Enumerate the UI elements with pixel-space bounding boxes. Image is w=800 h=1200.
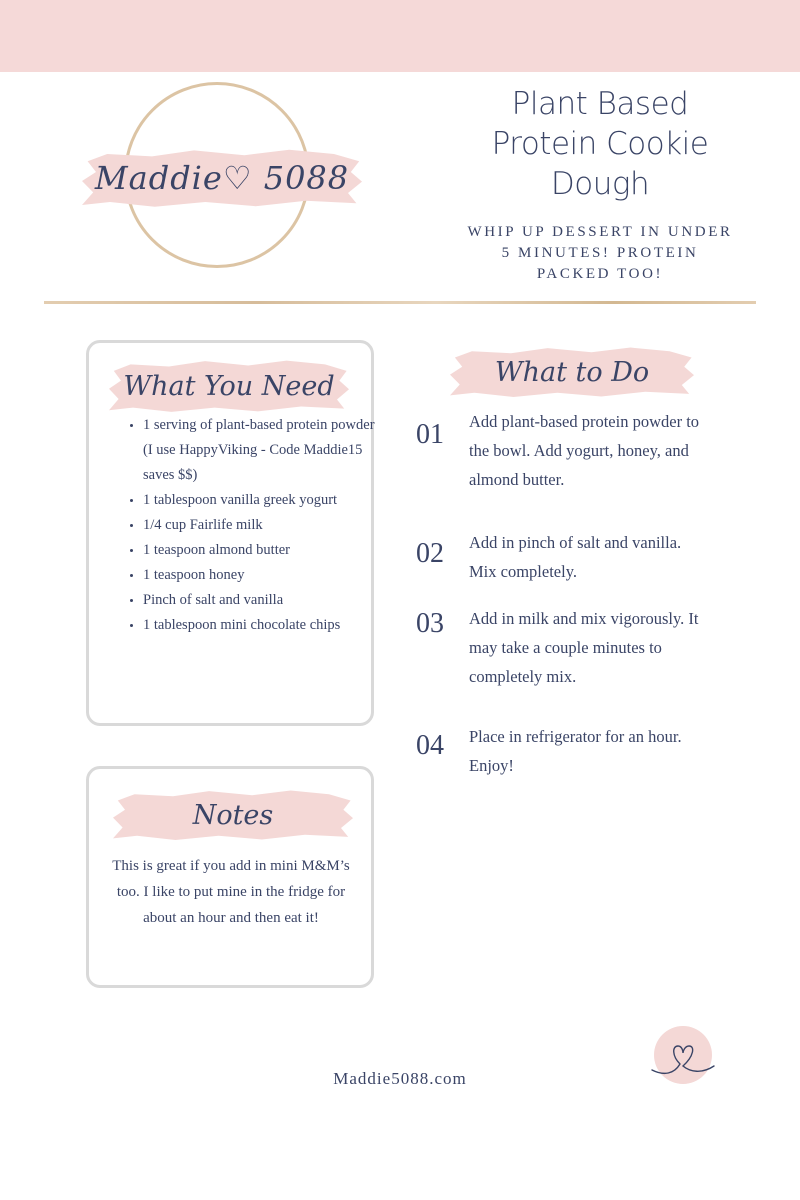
title-line-1: Plant Based	[511, 86, 689, 122]
ingredients-list	[125, 413, 375, 638]
step-text: Add in pinch of salt and vanilla. Mix completely.	[469, 533, 682, 581]
ingredient-item: • 1 teaspoon honey	[143, 563, 375, 588]
ingredients-heading	[109, 359, 349, 413]
step-text: Add in milk and mix vigorously. It may take a couple minutes to completely mix.	[469, 609, 699, 686]
ingredient-item: • 1 tablespoon vanilla greek yogurt	[143, 488, 375, 513]
ingredient-item: • 1/4 cup Fairlife milk	[143, 513, 375, 538]
ingredients-heading-text: What You Need	[123, 370, 335, 402]
steps-heading-text: What to Do	[494, 356, 650, 388]
subtitle-line-1: WHIP UP DESSERT IN UNDER	[467, 224, 733, 240]
notes-heading-text: Notes	[192, 799, 274, 831]
ingredient-item: • Pinch of salt and vanilla	[143, 588, 375, 613]
step-text: Place in refrigerator for an hour. Enjoy!	[469, 727, 682, 775]
page-title	[460, 84, 740, 204]
subtitle	[452, 222, 748, 285]
ingredients-card	[86, 340, 374, 726]
heart-badge	[654, 1026, 712, 1084]
subtitle-line-2: 5 MINUTES! PROTEIN	[501, 245, 699, 261]
step-text: Add plant-based protein powder to the bowl. Add yogurt, honey, and almond butter.	[469, 412, 700, 489]
ingredient-item: • 1 tablespoon mini chocolate chips	[143, 613, 375, 638]
step-number: 03	[416, 608, 444, 639]
logo-text: Maddie♡ 5088	[94, 159, 350, 197]
notes-heading	[113, 789, 353, 841]
gold-divider	[44, 301, 756, 304]
step-number: 01	[416, 419, 444, 450]
step-number: 04	[416, 730, 444, 761]
title-line-3: Dough	[550, 166, 650, 202]
notes-body: This is great if you add in mini M&M’s too. I like to put mine in the fridge for about an hour and then eat it!	[112, 858, 350, 926]
subtitle-line-3: PACKED TOO!	[536, 266, 664, 282]
top-band	[0, 0, 800, 72]
step-number: 02	[416, 538, 444, 569]
logo	[82, 82, 364, 278]
title-line-2: Protein Cookie	[491, 126, 709, 162]
ingredient-item: • 1 serving of plant-based protein powder (I use HappyViking - Code Maddie15 saves $$)	[143, 413, 375, 488]
footer-url[interactable]: Maddie5088.com	[333, 1069, 467, 1088]
steps-heading	[450, 346, 694, 398]
ingredient-item: • 1 teaspoon almond butter	[143, 538, 375, 563]
notes-card	[86, 766, 374, 988]
heart-icon	[650, 1030, 716, 1080]
